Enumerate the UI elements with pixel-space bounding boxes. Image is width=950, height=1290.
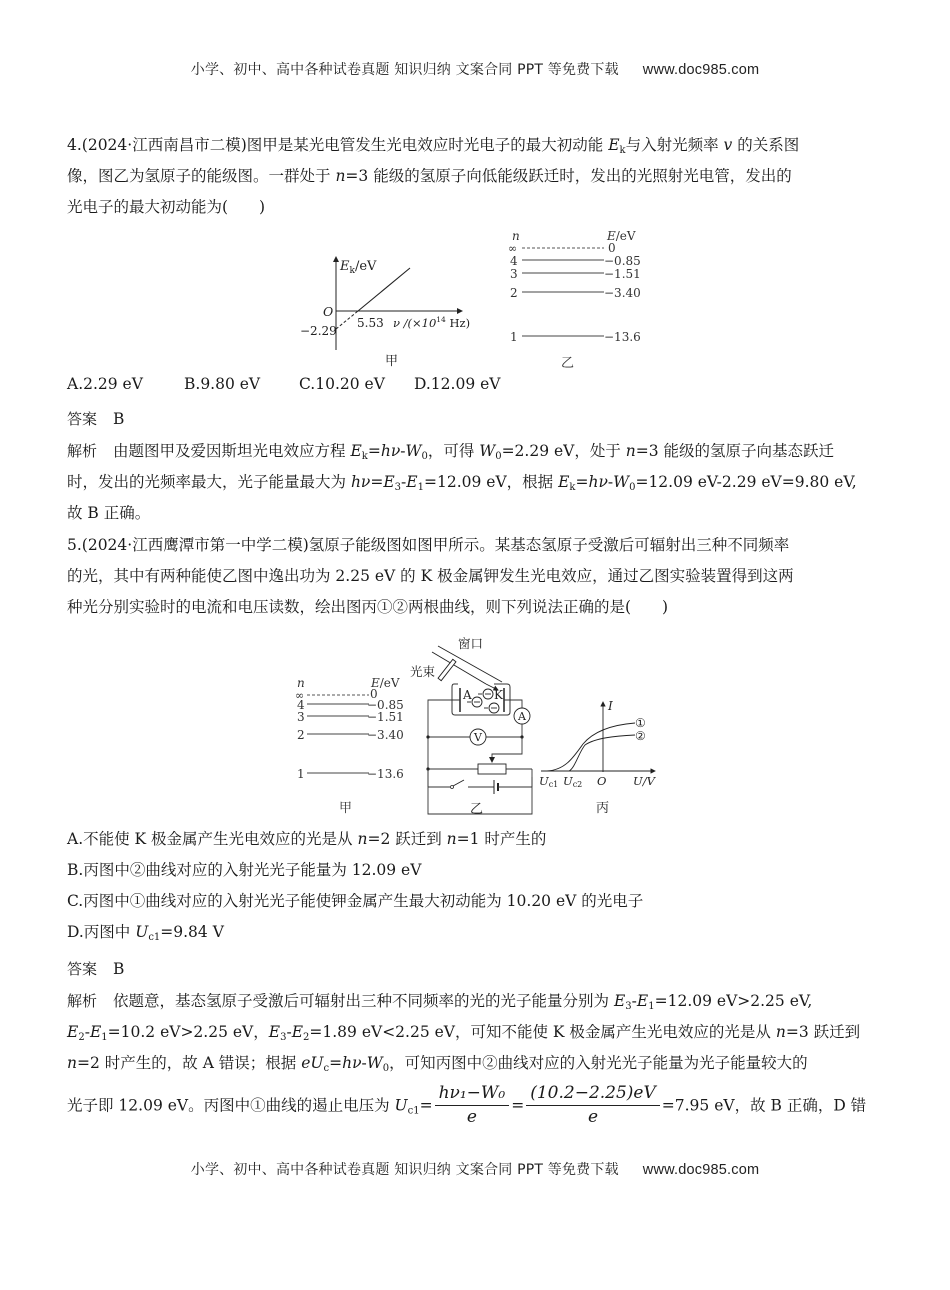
q5-option-d[interactable]: D.丙图中 $U_{c1}=9.84$ V: [67, 923, 224, 943]
q4-options: [67, 375, 500, 393]
q5-option-c[interactable]: C.丙图中①曲线对应的入射光光子能使钾金属产生最大初动能为 10.20 eV 的光电子: [67, 892, 644, 910]
svg-text:∞: ∞: [295, 689, 305, 702]
answer-label: 答案: [67, 960, 98, 978]
q4-option-b[interactable]: B.9.80 eV: [184, 375, 261, 393]
svg-text:Ek/eV: $E_k/eV$: [340, 259, 377, 276]
q5-figure-jia: [293, 675, 423, 824]
svg-text:乙: 乙: [470, 802, 484, 817]
svg-text:4: 4: [297, 698, 305, 712]
svg-text:n: n: [297, 676, 305, 690]
q5-stem-line2: 的光，其中有两种能使乙图中逸出功为 2.25 eV 的 K 极金属钾发生光电效应，通过乙图实验装置得到这两: [67, 567, 794, 585]
footer-banner: [0, 1159, 950, 1179]
svg-text:∞: ∞: [508, 242, 518, 255]
banner-url[interactable]: www.doc985.com: [642, 1162, 760, 1178]
svg-text:4: 4: [510, 254, 518, 268]
svg-text:−0.85: −0.85: [367, 698, 404, 712]
q5-analysis-line4: 光子即 12.09 eV。丙图中①曲线的遏止电压为 $U_{c1}=$ $\frac{\text{hν₁−W₀}}{e}$ = $\frac{(10.2-2.25)eV}{e}$ =7.95 eV，故 B 正确，D 错: [67, 1083, 867, 1127]
svg-text:3: 3: [297, 710, 305, 724]
q4-answer: [67, 408, 124, 429]
header-banner: [0, 59, 950, 79]
q5-stem: [67, 530, 882, 623]
fraction-2: $\frac{(10.2-2.25)eV}{e}$: [526, 1081, 660, 1128]
q5-figure-bing: [535, 690, 675, 824]
q5-answer: [67, 958, 124, 979]
svg-text:5.53: 5.53: [357, 316, 384, 330]
svg-text:A: A: [463, 688, 472, 702]
q5-option-b[interactable]: B.丙图中②曲线对应的入射光光子能量为 12.09 eV: [67, 861, 422, 879]
svg-text:1: 1: [297, 767, 305, 781]
svg-text:−3.40: −3.40: [604, 286, 641, 300]
banner-url[interactable]: www.doc985.com: [642, 62, 760, 78]
svg-text:O: O: [323, 304, 334, 319]
q4-figure-yi: [500, 228, 655, 377]
svg-text:0: 0: [370, 687, 378, 701]
svg-text:①: ①: [635, 716, 646, 730]
answer-value: B: [113, 960, 125, 978]
svg-text:Uc2: Uc2: [563, 774, 583, 789]
svg-text:−13.6: −13.6: [367, 767, 404, 781]
svg-text:2: 2: [297, 728, 305, 742]
q4-option-c[interactable]: C.10.20 eV: [299, 375, 385, 393]
svg-text:Uc1: Uc1: [539, 774, 559, 789]
svg-text:−1.51: −1.51: [367, 710, 404, 724]
q4-option-d[interactable]: D.12.09 eV: [414, 375, 501, 393]
q5-stem-line1: 5.(2024·江西鹰潭市第一中学二模)氢原子能级图如图甲所示。某基态氢原子受激后可辐射出三种不同频率: [67, 536, 790, 554]
fraction-1: $\frac{\text{hν₁−W₀}}{e}$: [435, 1081, 510, 1128]
svg-text:2: 2: [510, 286, 518, 300]
q4-stem-line1: 4.(2024·江西南昌市二模)图甲是某光电管发生光电效应时光电子的最大初动能 $E_k$与入射光频率 v 的关系图: [67, 136, 800, 156]
svg-text:3: 3: [510, 267, 518, 281]
banner-text: 小学、初中、高中各种试卷真题 知识归纳 文案合同 PPT 等免费下载: [190, 62, 619, 78]
q4-option-a[interactable]: A.2.29 eV: [67, 375, 143, 393]
svg-text:−0.85: −0.85: [604, 254, 641, 268]
q4-stem: [67, 130, 882, 223]
svg-text:−1.51: −1.51: [604, 267, 641, 281]
svg-text:−2.29: −2.29: [300, 324, 337, 338]
svg-text:乙: 乙: [561, 356, 575, 371]
svg-text:甲: 甲: [339, 801, 353, 816]
q5-options: [67, 824, 882, 948]
q5-analysis-line1: 解析 依题意，基态氢原子受激后可辐射出三种不同频率的光的光子能量分别为 $E_3-E_1=12.09$ eV>2.25 eV,: [67, 992, 813, 1012]
svg-text:U/V: U/V: [633, 774, 655, 788]
svg-text:窗口: 窗口: [458, 636, 484, 651]
svg-text:E/eV: E/eV: [371, 676, 400, 690]
answer-value: B: [113, 410, 125, 428]
svg-text:1: 1: [510, 330, 518, 344]
q4-stem-line2: 像，图乙为氢原子的能级图。一群处于 n=3 能级的氢原子向低能级跃迁时，发出的光照射光电管，发出的: [67, 167, 792, 185]
svg-text:n: n: [512, 229, 520, 243]
svg-text:E/eV: E/eV: [607, 229, 636, 243]
q5-analysis: [67, 986, 882, 1130]
svg-text:②: ②: [635, 729, 646, 743]
svg-text:V: V: [474, 731, 482, 744]
svg-text:丙: 丙: [596, 801, 610, 816]
q5-stem-line3: 种光分别实验时的电流和电压读数，绘出图丙①②两根曲线，则下列说法正确的是( ): [67, 598, 669, 616]
svg-text:甲: 甲: [385, 354, 399, 369]
q4-analysis: [67, 436, 882, 529]
q4-analysis-line3: 故 B 正确。: [67, 504, 151, 522]
svg-text:ν /(×1014 Hz): ν $/(\times 10^{14}$ Hz): [393, 315, 471, 330]
svg-text:I: I: [608, 699, 613, 713]
q4-figure-jia: [290, 225, 490, 374]
svg-text:−13.6: −13.6: [604, 330, 641, 344]
svg-text:K: K: [494, 688, 503, 702]
q5-analysis-line2: $E_2-E_1=10.2$ eV>2.25 eV，$E_3-E_2=1.89$ eV<2.25 eV，可知不能使 K 极金属产生光电效应的光是从 n=3 跃迁到: [67, 1023, 861, 1043]
svg-text:0: 0: [608, 241, 616, 255]
q4-stem-line3: 光电子的最大初动能为( ): [67, 198, 266, 216]
q5-option-a[interactable]: A.不能使 K 极金属产生光电效应的光是从 n=2 跃迁到 n=1 时产生的: [67, 830, 547, 848]
svg-text:O: O: [597, 774, 607, 788]
q4-analysis-line1: 解析 由题图甲及爱因斯坦光电效应方程 $E_k=h\nu-W_0$，可得 $W_0=2.29$ eV，处于 n=3 能级的氢原子向基态跃迁: [67, 442, 835, 462]
answer-label: 答案: [67, 410, 98, 428]
q4-analysis-line2: 时，发出的光频率最大，光子能量最大为 $h\nu=E_3-E_1=12.09$ eV，根据 $E_k=h\nu-W_0=12.09$ eV-2.29 eV=9.80 eV,: [67, 473, 857, 493]
banner-text: 小学、初中、高中各种试卷真题 知识归纳 文案合同 PPT 等免费下载: [190, 1162, 619, 1178]
svg-text:光束: 光束: [410, 664, 436, 679]
svg-text:−3.40: −3.40: [367, 728, 404, 742]
q5-analysis-line3: n=2 时产生的，故 A 错误；根据 $eU_c=h\nu-W_0$，可知丙图中②曲线对应的入射光光子能量为光子能量较大的: [67, 1054, 808, 1074]
svg-text:A: A: [518, 710, 526, 723]
